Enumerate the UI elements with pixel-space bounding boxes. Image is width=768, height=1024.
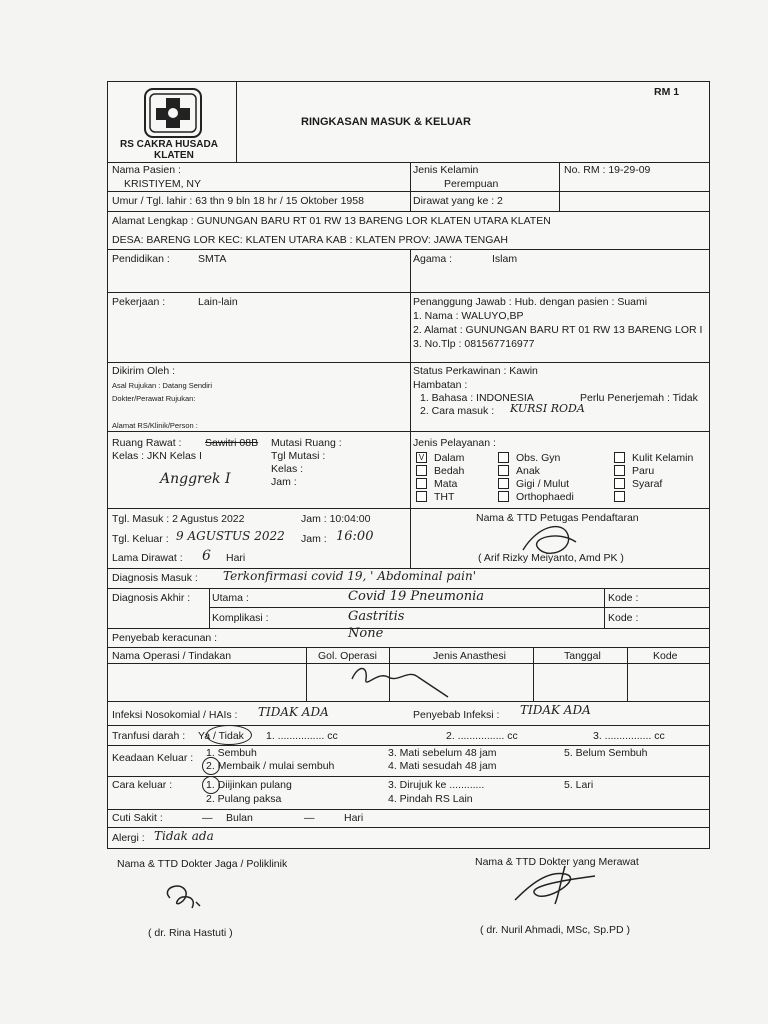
header-row [108, 82, 709, 163]
admission-time: Jam : 10:04:00 [301, 513, 371, 525]
op-col-code: Kode [653, 650, 678, 662]
age-row [108, 191, 709, 212]
checkbox-mata[interactable] [416, 478, 427, 489]
referral-doctor: Dokter/Perawat Rujukan: [112, 394, 196, 403]
discharge-state-row [108, 745, 709, 777]
checkbox-tht[interactable] [416, 491, 427, 502]
mutation-class-label: Kelas : [271, 463, 304, 475]
entry-method-label: 2. Cara masuk : [420, 405, 495, 417]
sick-leave-days: Hari [344, 812, 364, 824]
mutation-time-label: Jam : [271, 476, 297, 488]
sick-leave-label: Cuti Sakit : [112, 812, 163, 824]
transfusion-row [108, 725, 709, 746]
exit-opt3: 3. Dirujuk ke ............ [388, 779, 485, 791]
checkbox-gigi[interactable] [498, 478, 509, 489]
room-handwritten: Anggrek I [160, 471, 231, 487]
state-opt4: 4. Mati sesudah 48 jam [388, 760, 497, 772]
address-row [108, 211, 709, 231]
service-dalam: Dalam [434, 452, 465, 464]
state-opt1: 1. Sembuh [206, 747, 257, 759]
guardian-address: 2. Alamat : GUNUNGAN BARU RT 01 RW 13 BARENG LOR I [413, 324, 703, 336]
sick-leave-months: Bulan [226, 812, 253, 824]
name-label: Nama Pasien : [112, 164, 181, 176]
room-struck: Sawitri 08B [205, 437, 259, 449]
exit-method-row [108, 776, 709, 810]
right-sign-label: Nama & TTD Dokter yang Merawat [475, 856, 639, 868]
checkbox-bedah[interactable] [416, 465, 427, 476]
stay-handwritten: 6 [202, 548, 211, 564]
service-obsgyn: Obs. Gyn [516, 452, 561, 464]
patient-sex: Perempuan [444, 178, 499, 190]
room-label: Ruang Rawat : [112, 437, 182, 449]
visit-count: Dirawat yang ke : 2 [413, 195, 503, 207]
officer-label: Nama & TTD Petugas Pendaftaran [476, 512, 639, 524]
officer-signature [518, 520, 578, 560]
ward-class: Kelas : JKN Kelas I [112, 450, 202, 462]
op-col-date: Tanggal [564, 650, 601, 662]
language: 1. Bahasa : INDONESIA [420, 392, 534, 404]
checkbox-ortho[interactable] [498, 491, 509, 502]
poison-label: Penyebab keracunan : [112, 632, 218, 644]
diag-in-handwritten: Terkonfirmasi covid 19, ' Abdominal pain' [223, 569, 476, 583]
diag-final-row [108, 588, 709, 629]
service-anak: Anak [516, 465, 540, 477]
transfusion-opt2: 2. ................ cc [446, 730, 518, 742]
diag-main-code-label: Kode : [608, 592, 639, 604]
poison-scribble: None [348, 626, 384, 641]
education-value: SMTA [198, 253, 227, 265]
transfusion-label: Tranfusi darah : [112, 730, 186, 742]
rm-number: No. RM : 19-29-09 [564, 164, 651, 176]
left-sign-label: Nama & TTD Dokter Jaga / Poliklinik [117, 858, 288, 870]
op-col-group: Gol. Operasi [318, 650, 377, 662]
checkbox-kulit[interactable] [614, 452, 625, 463]
exit-opt2: 2. Pulang paksa [206, 793, 282, 805]
translator-needed: Perlu Penerjemah : Tidak [580, 392, 698, 404]
discharge-time-handwritten: 16:00 [336, 529, 374, 544]
discharge-date-handwritten: 9 AGUSTUS 2022 [176, 529, 285, 543]
service-tht: THT [434, 491, 455, 503]
job-label: Pekerjaan : [112, 296, 166, 308]
state-label: Keadaan Keluar : [112, 752, 194, 764]
transfusion-yn: Ya / Tidak [198, 730, 244, 742]
patient-region: DESA: BARENG LOR KEC: KLATEN UTARA KAB : KLATEN PROV: JAWA TENGAH [112, 234, 508, 246]
checkbox-syaraf[interactable] [614, 478, 625, 489]
sick-leave-days-dash: — [304, 812, 315, 824]
infection-cause-label: Penyebab Infeksi : [413, 709, 500, 721]
guardian-name: 1. Nama : WALUYO,BP [413, 310, 524, 322]
service-syaraf: Syaraf [632, 478, 663, 490]
services-label: Jenis Pelayanan : [413, 437, 496, 449]
stay-label: Lama Dirawat : [112, 552, 183, 564]
infection-label: Infeksi Nosokomial / HAIs : [112, 709, 238, 721]
religion-value: Islam [492, 253, 518, 265]
service-kulit: Kulit Kelamin [632, 452, 694, 464]
dates-row [108, 508, 709, 569]
job-value: Lain-lain [198, 296, 238, 308]
hospital-city: KLATEN [154, 150, 194, 161]
state-opt2: 2. Membaik / mulai sembuh [206, 760, 335, 772]
exit-label: Cara keluar : [112, 779, 173, 791]
patient-name: KRISTIYEM, NY [124, 178, 202, 190]
left-doctor-name: ( dr. Rina Hastuti ) [148, 927, 233, 939]
diag-main-handwritten: Covid 19 Pneumonia [348, 589, 485, 604]
patient-address: Alamat Lengkap : GUNUNGAN BARU RT 01 RW 13 BARENG LOR KLATEN UTARA KLATEN [112, 215, 551, 227]
diag-final-label: Diagnosis Akhir : [112, 592, 191, 604]
summary-form [107, 81, 710, 849]
region-row [108, 231, 709, 250]
diag-comp-code-label: Kode : [608, 612, 639, 624]
barrier-label: Hambatan : [413, 379, 468, 391]
education-label: Pendidikan : [112, 253, 170, 265]
diag-comp-handwritten: Gastritis [348, 609, 405, 624]
exit-opt5: 5. Lari [564, 779, 594, 791]
infection-cause-handwritten: TIDAK ADA [520, 703, 591, 717]
education-row [108, 249, 709, 293]
state-opt3: 3. Mati sebelum 48 jam [388, 747, 497, 759]
service-paru: Paru [632, 465, 655, 477]
checkbox-extra[interactable] [614, 491, 625, 502]
referral-address: Alamat RS/Klinik/Person : [112, 421, 198, 430]
service-mata: Mata [434, 478, 458, 490]
referral-origin: Asal Rujukan : Datang Sendiri [112, 381, 213, 390]
stay-unit: Hari [226, 552, 246, 564]
diag-in-label: Diagnosis Masuk : [112, 572, 198, 584]
job-row [108, 292, 709, 363]
religion-label: Agama : [413, 253, 453, 265]
patient-age: Umur / Tgl. lahir : 63 thn 9 bln 18 hr / 15 Oktober 1958 [112, 195, 364, 207]
ward-row [108, 431, 709, 509]
checkbox-paru[interactable] [614, 465, 625, 476]
hospital-name: RS CAKRA HUSADA [120, 139, 218, 150]
diag-comp-label: Komplikasi : [212, 612, 269, 624]
discharge-time-label: Jam : [301, 533, 327, 545]
rm-code: RM 1 [654, 86, 680, 98]
hospital-logo [144, 88, 202, 138]
diag-in-row [108, 568, 709, 589]
name-row [108, 162, 709, 192]
allergy-label: Alergi : [112, 832, 145, 844]
marital-status: Status Perkawinan : Kawin [413, 365, 538, 377]
checkbox-anak[interactable] [498, 465, 509, 476]
op-col-name: Nama Operasi / Tindakan [112, 650, 232, 662]
allergy-row [108, 827, 709, 848]
infection-handwritten: TIDAK ADA [258, 705, 329, 719]
diag-main-label: Utama : [212, 592, 249, 604]
state-opt5: 5. Belum Sembuh [564, 747, 648, 759]
referral-row [108, 362, 709, 432]
guardian-phone: 3. No.Tlp : 081567716977 [413, 338, 535, 350]
operation-row [108, 647, 709, 702]
guardian-label: Penanggung Jawab : Hub. dengan pasien : Suami [413, 296, 648, 308]
exit-opt1: 1. Diijinkan pulang [206, 779, 292, 791]
right-doctor-name: ( dr. Nuril Ahmadi, MSc, Sp.PD ) [480, 924, 630, 936]
infection-row [108, 701, 709, 726]
allergy-handwritten: Tidak ada [154, 829, 214, 843]
admission-date: Tgl. Masuk : 2 Agustus 2022 [112, 513, 245, 525]
discharge-date-label: Tgl. Keluar : [112, 533, 169, 545]
sent-by-label: Dikirim Oleh : [112, 365, 176, 377]
checkbox-obsgyn[interactable] [498, 452, 509, 463]
service-bedah: Bedah [434, 465, 465, 477]
right-doctor-signature [505, 860, 605, 910]
poison-row [108, 628, 709, 648]
entry-method-handwritten: KURSI RODA [510, 402, 585, 415]
form-title: RINGKASAN MASUK & KELUAR [301, 116, 471, 128]
service-ortho: Orthophaedi [516, 491, 574, 503]
op-col-anesthesia: Jenis Anasthesi [433, 650, 506, 662]
checkbox-dalam[interactable]: V [416, 452, 427, 463]
mutation-room-label: Mutasi Ruang : [271, 437, 342, 449]
exit-opt4: 4. Pindah RS Lain [388, 793, 473, 805]
left-doctor-signature [152, 878, 222, 918]
service-gigi: Gigi / Mulut [516, 478, 570, 490]
sick-leave-months-dash: — [202, 812, 213, 824]
transfusion-opt1: 1. ................ cc [266, 730, 338, 742]
officer-name: ( Arif Rizky Meiyanto, Amd PK ) [478, 552, 624, 564]
transfusion-opt3: 3. ................ cc [593, 730, 665, 742]
sick-leave-row [108, 809, 709, 828]
sex-label: Jenis Kelamin [413, 164, 479, 176]
op-none-scribble [348, 661, 458, 701]
mutation-date-label: Tgl Mutasi : [271, 450, 326, 462]
